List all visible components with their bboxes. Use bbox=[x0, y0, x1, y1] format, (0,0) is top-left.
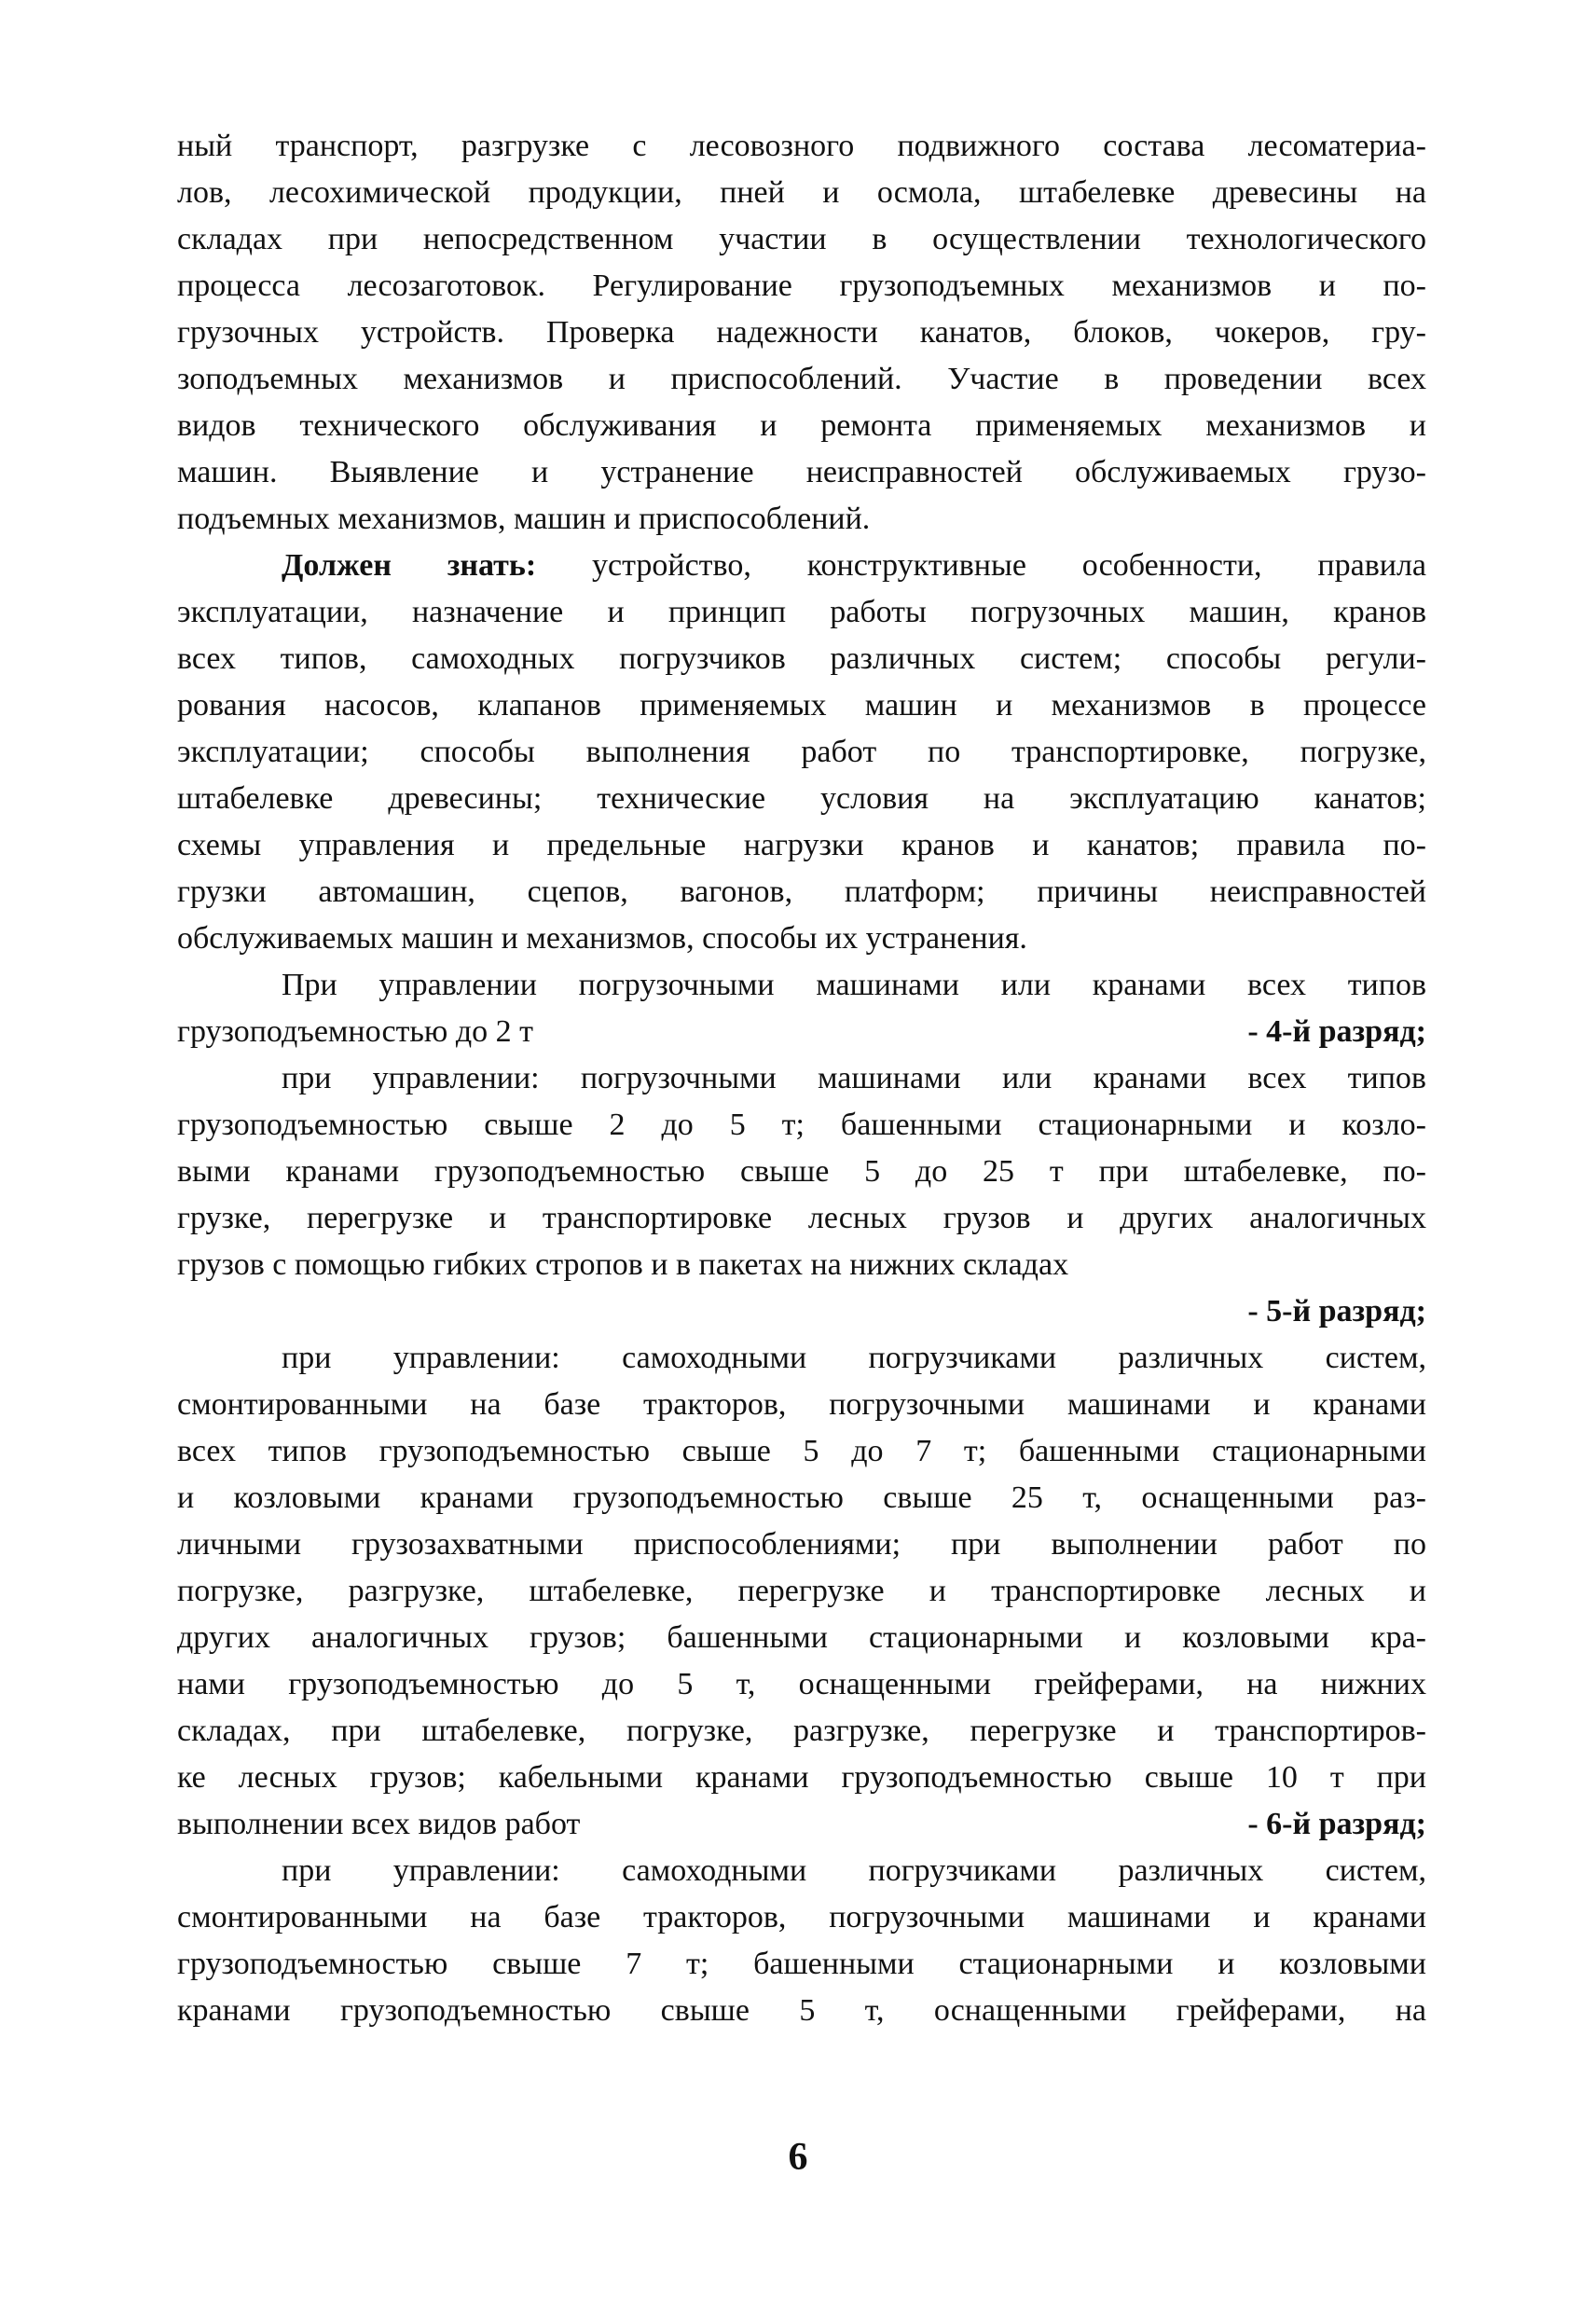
text-line: при управлении: самоходными погрузчиками различных систем, bbox=[282, 1341, 1426, 1375]
text-line: погрузке, разгрузке, штабелевке, перегрузке и транспортировке лесных и bbox=[177, 1574, 1426, 1608]
text-line: личными грузозахватными приспособлениями; при выполнении работ по bbox=[177, 1527, 1426, 1562]
text-line: грузов с помощью гибких стропов и в пакетах на нижних складах bbox=[177, 1247, 1069, 1282]
text-line: всех типов грузоподъемностью свыше 5 до 7 т; башенными стационарными bbox=[177, 1434, 1426, 1468]
text-line: складах, при штабелевке, погрузке, разгрузке, перегрузке и транспортиров- bbox=[177, 1714, 1426, 1748]
text-line: эксплуатации; способы выполнения работ по транспортировке, погрузке, bbox=[177, 735, 1426, 769]
text-line: и козловыми кранами грузоподъемностью свыше 25 т, оснащенными раз- bbox=[177, 1480, 1426, 1515]
must-know-label: Должен знать: bbox=[282, 548, 537, 583]
text-line: выми кранами грузоподъемностью свыше 5 до 25 т при штабелевке, по- bbox=[177, 1154, 1426, 1189]
text-fragment: грузоподъемностью до 2 т bbox=[177, 1014, 533, 1049]
body-text bbox=[177, 123, 1426, 2034]
rank-line bbox=[177, 1801, 1426, 1848]
text-line: грузки автомашин, сцепов, вагонов, платформ; причины неисправностей bbox=[177, 874, 1426, 909]
rank-6-label: - 6-й разряд; bbox=[1247, 1807, 1426, 1841]
text-line: грузоподъемностью свыше 7 т; башенными стационарными и козловыми bbox=[177, 1947, 1426, 1981]
text-line: обслуживаемых машин и механизмов, способы их устранения. bbox=[177, 921, 1027, 956]
text-line: грузоподъемностью свыше 2 до 5 т; башенными стационарными и козло- bbox=[177, 1108, 1426, 1142]
text-line: ный транспорт, разгрузке с лесовозного подвижного состава лесоматериа- bbox=[177, 129, 1426, 163]
text-line: всех типов, самоходных погрузчиков различных систем; способы регули- bbox=[177, 641, 1426, 676]
text-fragment: устройство, конструктивные особенности, правила bbox=[592, 548, 1427, 583]
text-line: штабелевке древесины; технические условия на эксплуатацию канатов; bbox=[177, 781, 1426, 816]
must-know-line bbox=[177, 543, 1426, 589]
text-line: подъемных механизмов, машин и приспособлений. bbox=[177, 502, 871, 536]
text-line: зоподъемных механизмов и приспособлений. Участие в проведении всех bbox=[177, 362, 1426, 396]
text-line: грузке, перегрузке и транспортировке лесных грузов и других аналогичных bbox=[177, 1201, 1426, 1235]
text-line: схемы управления и предельные нагрузки кранов и канатов; правила по- bbox=[177, 828, 1426, 862]
rank-5-label: - 5-й разряд; bbox=[1247, 1294, 1426, 1329]
rank-line bbox=[177, 1009, 1426, 1055]
text-line: грузочных устройств. Проверка надежности канатов, блоков, чокеров, гру- bbox=[177, 315, 1426, 350]
text-line: складах при непосредственном участии в осуществлении технологического bbox=[177, 222, 1426, 256]
text-line: машин. Выявление и устранение неисправностей обслуживаемых грузо- bbox=[177, 455, 1426, 489]
page-number: 6 bbox=[788, 2136, 808, 2179]
text-line: при управлении: самоходными погрузчиками различных систем, bbox=[282, 1853, 1426, 1888]
text-line: других аналогичных грузов; башенными стационарными и козловыми кра- bbox=[177, 1620, 1426, 1655]
text-line: лов, лесохимической продукции, пней и осмола, штабелевке древесины на bbox=[177, 175, 1426, 210]
text-line: смонтированными на базе тракторов, погрузочными машинами и кранами bbox=[177, 1387, 1426, 1422]
text-line: процесса лесозаготовок. Регулирование грузоподъемных механизмов и по- bbox=[177, 268, 1426, 303]
text-line: ке лесных грузов; кабельными кранами грузоподъемностью свыше 10 т при bbox=[177, 1760, 1426, 1795]
text-line: рования насосов, клапанов применяемых машин и механизмов в процессе bbox=[177, 688, 1426, 723]
text-line: эксплуатации, назначение и принцип работы погрузочных машин, кранов bbox=[177, 595, 1426, 629]
text-fragment: выполнении всех видов работ bbox=[177, 1807, 581, 1841]
text-line: При управлении погрузочными машинами или кранами всех типов bbox=[282, 968, 1426, 1002]
text-line: видов технического обслуживания и ремонта применяемых механизмов и bbox=[177, 408, 1426, 443]
text-line: нами грузоподъемностью до 5 т, оснащенными грейферами, на нижних bbox=[177, 1667, 1426, 1701]
text-line: при управлении: погрузочными машинами или кранами всех типов bbox=[282, 1061, 1426, 1095]
text-line: смонтированными на базе тракторов, погрузочными машинами и кранами bbox=[177, 1900, 1426, 1934]
text-line: кранами грузоподъемностью свыше 5 т, оснащенными грейферами, на bbox=[177, 1993, 1426, 2028]
rank-4-label: - 4-й разряд; bbox=[1247, 1014, 1426, 1049]
